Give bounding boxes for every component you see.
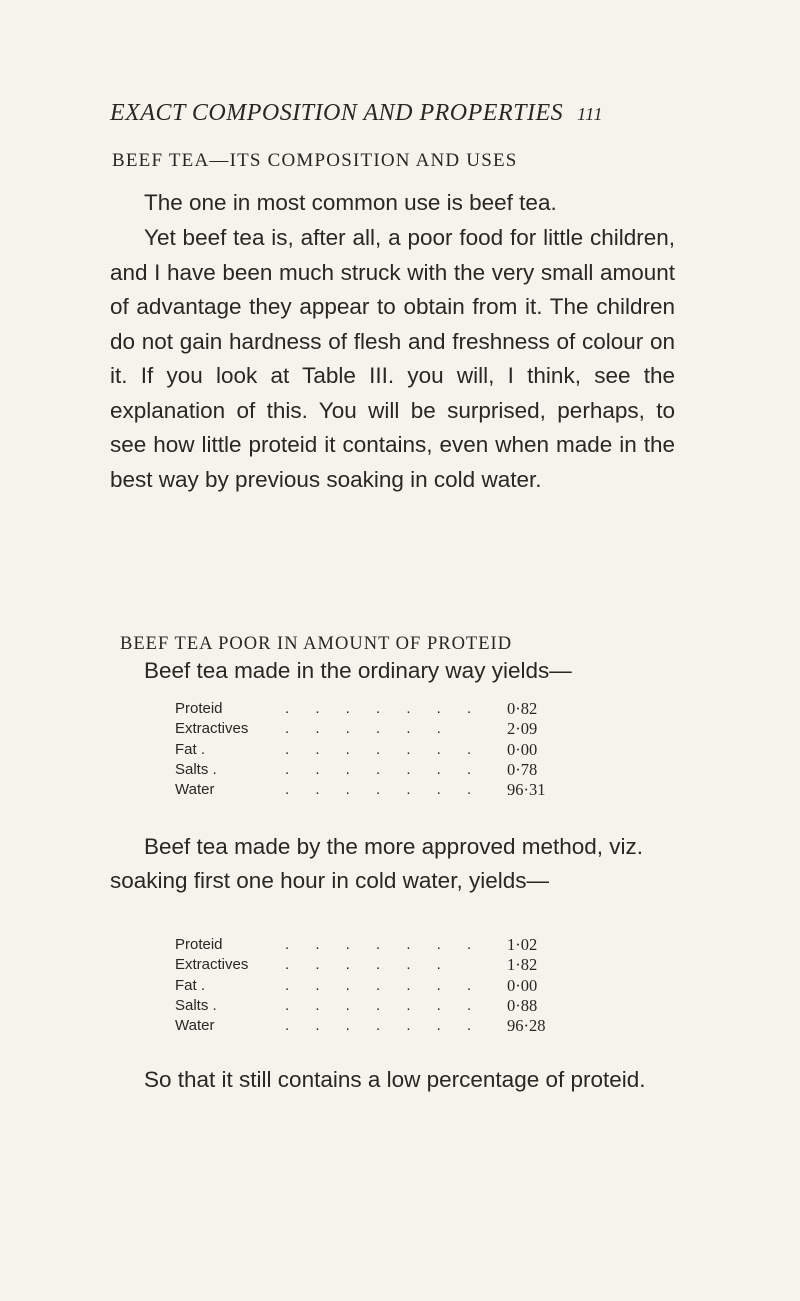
running-head xyxy=(110,100,710,127)
row-value: 96·31 xyxy=(507,780,546,800)
row-label: Proteid xyxy=(175,936,223,953)
row-value: 96·28 xyxy=(507,1016,546,1036)
row-label: Fat . xyxy=(175,976,206,994)
row-value: 0·88 xyxy=(507,995,538,1015)
row-label: Extractives xyxy=(175,956,249,974)
row-value: 1·82 xyxy=(507,955,538,975)
leader-dots: . . . . . . . xyxy=(285,760,483,778)
leader-dots: . . . . . . xyxy=(285,956,452,974)
subsection-title: BEEF TEA POOR IN AMOUNT OF PROTEID xyxy=(120,634,513,654)
composition-table-approved xyxy=(175,935,575,1036)
row-label: Proteid xyxy=(175,700,223,717)
leader-dots: . . . . . . . xyxy=(285,936,483,953)
table-row xyxy=(175,780,575,800)
leader-dots: . . . . . . . xyxy=(285,781,483,799)
row-label: Fat . xyxy=(175,740,206,758)
conclusion: So that it still contains a low percentage of proteid. xyxy=(144,1067,646,1092)
table-row xyxy=(175,935,575,955)
leader-dots: . . . . . . xyxy=(285,720,452,738)
row-label: Water xyxy=(175,781,215,799)
table-row xyxy=(175,955,575,975)
table2-intro: Beef tea made by the more approved method, viz. soaking first one hour in cold water, yields— xyxy=(110,834,644,893)
table-row xyxy=(175,719,575,739)
running-head-title: EXACT COMPOSITION AND PROPERTIES xyxy=(110,100,564,126)
table-row xyxy=(175,1016,575,1036)
paragraph-1 xyxy=(110,186,675,221)
paragraph-1-text: The one in most common use is beef tea. xyxy=(144,190,557,215)
leader-dots: . . . . . . . xyxy=(285,1017,483,1035)
table-row xyxy=(175,976,575,996)
table1-intro: Beef tea made in the ordinary way yields— xyxy=(144,658,572,683)
paragraph-2-text: Yet beef tea is, after all, a poor food for little children, and I have been much struck with the very small amount of advantage they appear to obtain from it. The children do not gain hardness of flesh and freshness of colour on it. If you look at Table III. you will, I think, see the explanation of this. You will be surprised, perhaps, to see how little proteid it contains, even when made in the best way by previous soaking in cold water. xyxy=(110,225,675,492)
composition-table-ordinary xyxy=(175,699,575,800)
row-label: Salts . xyxy=(175,996,217,1014)
leader-dots: . . . . . . . xyxy=(285,976,483,994)
row-value: 0·82 xyxy=(507,699,538,718)
section-title: BEEF TEA—ITS COMPOSITION AND USES xyxy=(112,150,518,171)
row-label: Salts . xyxy=(175,760,217,778)
page-number: 111 xyxy=(577,104,603,124)
table-row xyxy=(175,699,575,719)
table-row xyxy=(175,740,575,760)
row-value: 1·02 xyxy=(507,935,538,954)
row-value: 0·00 xyxy=(507,739,538,759)
row-label: Extractives xyxy=(175,720,249,738)
row-label: Water xyxy=(175,1017,215,1035)
row-value: 0·00 xyxy=(507,975,538,995)
table-row xyxy=(175,996,575,1016)
row-value: 0·78 xyxy=(507,759,538,779)
table-row xyxy=(175,760,575,780)
leader-dots: . . . . . . . xyxy=(285,740,483,758)
row-value: 2·09 xyxy=(507,719,538,739)
leader-dots: . . . . . . . xyxy=(285,700,483,717)
leader-dots: . . . . . . . xyxy=(285,996,483,1014)
paragraph-2 xyxy=(110,221,675,497)
